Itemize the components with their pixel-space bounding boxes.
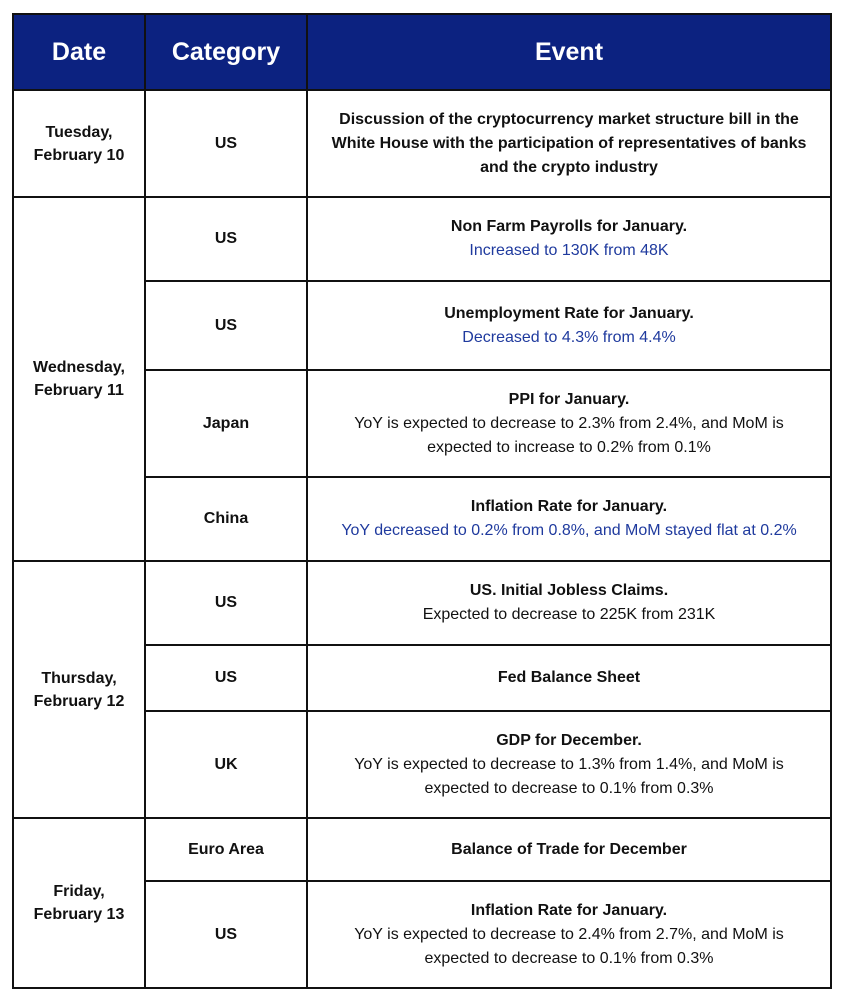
event-cell: [307, 281, 831, 370]
event-title: Inflation Rate for January.: [470, 901, 668, 919]
event-title: Discussion of the cryptocurrency market structure bill in the White House with the participation of representatives of banks and the crypto industry: [331, 110, 807, 176]
category-cell: US: [145, 645, 307, 711]
date-cell: [13, 561, 145, 818]
event-detail: YoY is expected to decrease to 2.3% from 2.4%, and MoM is expected to increase to 0.2% from 0.1%: [354, 414, 784, 456]
date-weekday: Friday,: [53, 883, 105, 900]
category-cell: US: [145, 561, 307, 645]
table-row: [13, 90, 831, 197]
event-cell: [307, 477, 831, 561]
date-day: February 11: [34, 382, 124, 399]
event-cell: [307, 818, 831, 881]
date-weekday: Wednesday,: [33, 359, 125, 376]
economic-calendar: [12, 13, 830, 989]
event-title: US. Initial Jobless Claims.: [469, 582, 669, 599]
date-weekday: Tuesday,: [45, 123, 113, 141]
events-table: [12, 13, 832, 989]
date-day: February 10: [33, 146, 125, 164]
category-cell: Japan: [145, 370, 307, 477]
category-cell: China: [145, 477, 307, 561]
event-title: GDP for December.: [496, 731, 642, 749]
event-detail: YoY is expected to decrease to 2.4% from 2.7%, and MoM is expected to decrease to 0.1% from 0.3%: [354, 925, 784, 967]
table-row: [13, 818, 831, 881]
category-cell: US: [145, 881, 307, 988]
event-detail: YoY is expected to decrease to 1.3% from 1.4%, and MoM is expected to decrease to 0.1% from 0.3%: [354, 755, 784, 797]
category-cell: Euro Area: [145, 818, 307, 881]
event-title: Non Farm Payrolls for January.: [450, 218, 688, 235]
table-row: [13, 561, 831, 645]
category-cell: US: [145, 197, 307, 281]
event-detail: Expected to decrease to 225K from 231K: [422, 606, 716, 623]
event-cell: [307, 711, 831, 818]
event-cell: [307, 370, 831, 477]
date-cell: [13, 90, 145, 197]
date-day: February 12: [33, 692, 125, 710]
date-cell: [13, 818, 145, 988]
category-header: Category: [145, 14, 307, 90]
event-cell: [307, 197, 831, 281]
category-cell: US: [145, 90, 307, 197]
date-weekday: Thursday,: [41, 669, 117, 687]
table-row: [13, 197, 831, 281]
date-cell: [13, 197, 145, 561]
event-detail: Increased to 130K from 48K: [469, 242, 669, 259]
event-cell: [307, 90, 831, 197]
event-detail: YoY decreased to 0.2% from 0.8%, and MoM stayed flat at 0.2%: [341, 522, 797, 539]
event-title: Balance of Trade for December: [451, 840, 687, 858]
event-cell: [307, 561, 831, 645]
event-cell: [307, 881, 831, 988]
date-day: February 13: [33, 906, 125, 923]
event-header: Event: [307, 14, 831, 90]
date-header: Date: [13, 14, 145, 90]
event-title: Fed Balance Sheet: [497, 669, 641, 686]
event-title: Inflation Rate for January.: [470, 498, 668, 515]
category-cell: US: [145, 281, 307, 370]
event-title: Unemployment Rate for January.: [444, 304, 694, 322]
event-cell: [307, 645, 831, 711]
event-detail: Decreased to 4.3% from 4.4%: [462, 328, 676, 346]
header-row: [13, 14, 831, 90]
category-cell: UK: [145, 711, 307, 818]
event-title: PPI for January.: [508, 390, 630, 408]
